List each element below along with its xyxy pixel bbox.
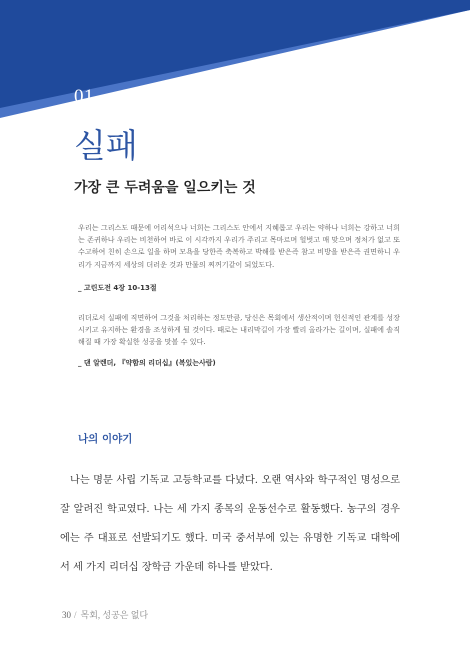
chapter-subtitle: 가장 큰 두려움을 일으키는 것 <box>74 180 256 196</box>
page-number: 30 <box>62 610 71 620</box>
body-paragraph: 나는 명문 사립 기독교 고등학교를 다녔다. 오랜 역사와 학구적인 명성으로 잘 알려진 학교였다. 나는 세 가지 종목의 운동선수로 활동했다. 농구의 경우에는 주 대표로 선발되기도 했다. 미국 중서부에 있는 유명한 기독교 대학에서 세 가지 리더십 장학금 가운데 하나를 받았다. <box>60 475 400 573</box>
banner-dark-band <box>0 0 470 108</box>
section-heading: 나의 이야기 <box>78 433 133 445</box>
epigraph-quote: 리더로서 실패에 직면하여 그것을 처리하는 정도만큼, 당신은 목회에서 생산적이며 헌신적인 관계를 성장시키고 유지하는 환경을 조성하게 될 것이다. 때로는 내리막길이 가장 빨리 올라가는 길이며, 실패에 솔직해질 때 가장 확실한 성공을 맛볼 수 있다. <box>78 313 400 347</box>
footer-separator: / <box>74 610 77 620</box>
book-title: 목회, 성공은 없다 <box>80 610 149 620</box>
chapter-title: 실패 <box>74 126 138 165</box>
page-footer <box>62 609 148 621</box>
epigraph-source: _ 댄 알렌더, 『약함의 리더십』(복있는사람) <box>78 359 216 367</box>
chapter-number: 01 <box>74 86 94 107</box>
header-banner <box>0 0 470 118</box>
epigraph-source: _ 고린도전 4장 10-13절 <box>78 284 157 292</box>
epigraph-quote: 우리는 그리스도 때문에 어리석으나 너희는 그리스도 안에서 지혜롭고 우리는 약하나 너희는 강하고 너희는 존귀하나 우리는 비천하여 바로 이 시각까지 우리가 주리고 목마르며 헐벗고 매 맞으며 정처가 없고 또 수고하여 친히 손으로 일을 하며 모욕을 당한즉 축복하고 박해를 받은즉 참고 비방을 받은즉 권면하니 우리가 지금까지 세상의 더러운 것과 만물의 찌꺼기같이 되었도다. <box>78 223 400 269</box>
